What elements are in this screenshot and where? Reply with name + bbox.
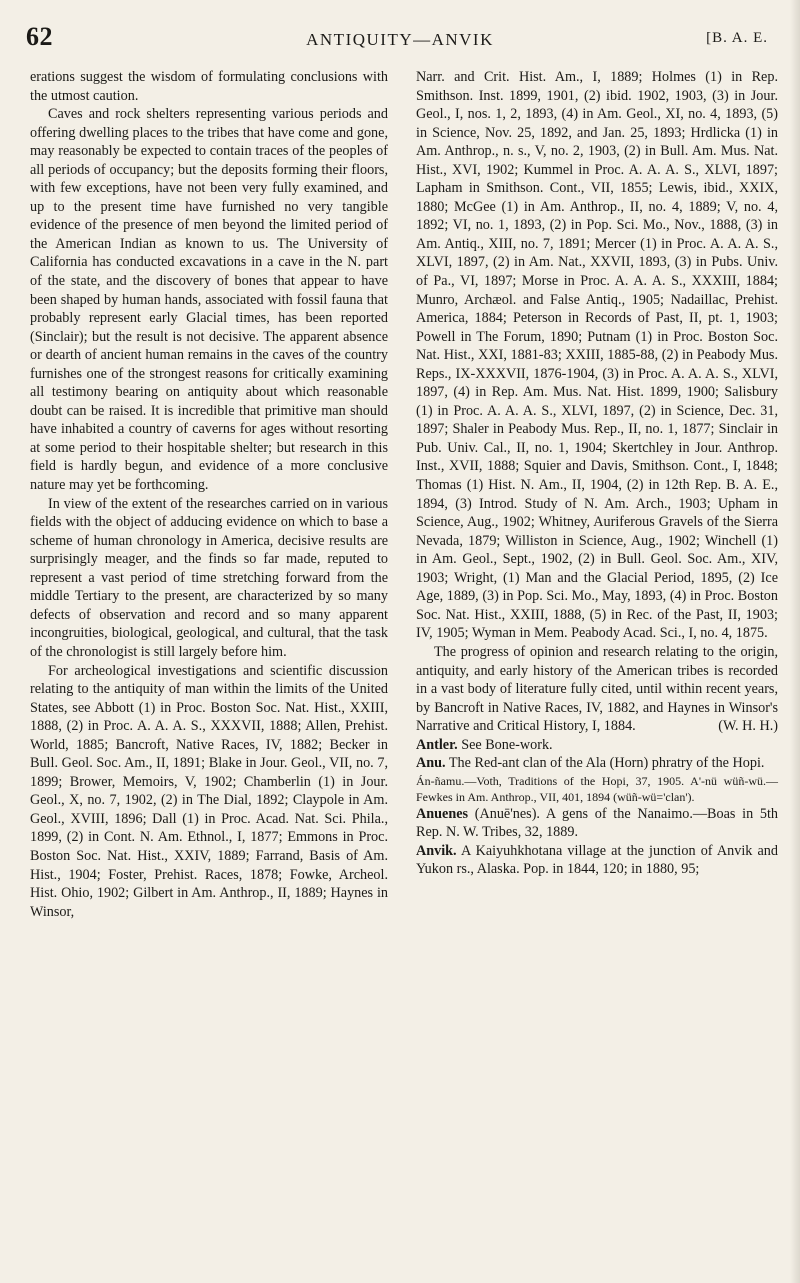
page-edge-shadow (790, 0, 800, 1283)
right-paragraph-bibliography: Narr. and Crit. Hist. Am., I, 1889; Holmes (1) in Rep. Smithson. Inst. 1899, 1901, (2) ibid. 1902, 1903, (3) in Jour. Geol., I, nos. 1, 2, 1893, (4) in Am. Geol., XI, no. 4, 1893, (5) in Science, Nov. 25, 1892, and Jan. 25, 1893; Hrdlicka (1) in Am. Anthrop., n. s., V, no. 2, 1903, (2) in Bull. Am. Mus. Nat. Hist., XVI, 1902; Kummel in Proc. A. A. A. S., XLVI, 1897; Lapham in Smithson. Cont., VII, 1855; Lewis, ibid., XXIX, 1880; McGee (1) in Am. Anthrop., II, no. 4, 1889; V, no. 4, 1892; VI, no. 1, 1893, (2) in Pop. Sci. Mo., Nov., 1888, (3) in Am. Antiq., XIII, no. 7, 1891; Mercer (1) in Proc. A. A. A. S., XLVI, 1897, (2) in Am. Nat., XXVII, 1893, (3) in Pubs. Univ. of Pa., VI, 1897; Morse in Proc. A. A. A. S., XXXIII, 1884; Munro, Archæol. and False Antiq., 1905; Nadaillac, Prehist. America, 1884; Peterson in Records of Past, II, pt. 1, 1903; Powell in The Forum, 1890; Putnam (1) in Proc. Boston Soc. Nat. Hist., XXI, 1881-83; XXIII, 1885-88, (2) in Peabody Mus. Reps., IX-XXXVII, 1876-1904, (3) in Proc. A. A. A. S., XLVI, 1897, (4) in Rep. Am. Mus. Nat. Hist. 1899, 1900; Salisbury (1) in Proc. A. A. A. S., XLVI, 1897, (2) in Science, Dec. 31, 1897; Shaler in Peabody Mus. Rep., II, no. 1, 1877; Sinclair in Pub. Univ. Cal., II, no. 1, 1904; Skertchley in Jour. Anthrop. Inst., XVII, 1888; Squier and Davis, Smithson. Cont., I, 1848; Thomas (1) Hist. N. Am., II, 1904, (2) in 12th Rep. B. A. E., 1894, (3) Introd. Study of N. Am. Arch., 1903; Upham in Science, Aug., 1902; Whitney, Auriferous Gravels of the Sierra Nevada, 1879; Williston in Science, Aug., 1902; Winchell (1) in Am. Geol., Sept., 1902, (2) in Bull. Geol. Soc. Am., XIV, 1903; Wright, (1) Man and the Glacial Period, 1895, (2) Ice Age, 1889, (3) in Pop. Sci. Mo., May, 1893, (4) in Proc. Boston Soc. Nat. Hist., XXIII, 1888, (5) in Rec. of the Past, II, 1903; IV, 1905; Wyman in Mem. Peabody Acad. Sci., I, no. 4, 1875. (416, 69, 778, 642)
entry-anu-synonymy: Án-ñamu.—Voth, Traditions of the Hopi, 37, 1905. A'-nü wüñ-wü.—Fewkes in Am. Anthrop., VII, 401, 1894 (wüñ-wü='clan'). (416, 773, 778, 804)
entry-antler-text: See Bone-work. (461, 736, 553, 753)
entry-anu (416, 754, 778, 773)
entry-anvik (416, 842, 778, 879)
headword-antler: Antler. (416, 736, 458, 753)
entry-antler (416, 736, 778, 755)
right-column (416, 68, 778, 879)
entry-anuenes (416, 805, 778, 842)
section-code: [B. A. E. (706, 30, 768, 46)
entry-anvik-text: A Kaiyuhkhotana village at the junction of Anvik and Yukon rs., Alaska. Pop. in 1844, 120; in 1880, 95; (416, 842, 778, 878)
page-number: 62 (26, 22, 53, 51)
author-signature: (W. H. H.) (718, 718, 778, 735)
page-header (18, 16, 782, 56)
headword-anvik: Anvik. (416, 842, 457, 859)
progress-text: The progress of opinion and research relating to the origin, antiquity, and early history of the American tribes is recorded in a vast body of literature fully cited, until within recent years, by Bancroft in Native Races, IV, 1882, and Haynes in Winsor's Narrative and Critical History, I, 1884. (416, 643, 778, 735)
left-paragraph-1: erations suggest the wisdom of formulating conclusions with the utmost caution. (30, 69, 388, 104)
entry-anu-text: The Red-ant clan of the Ala (Horn) phratry of the Hopi. (448, 755, 765, 772)
left-column (30, 68, 388, 921)
left-paragraph-caves: Caves and rock shelters representing various periods and offering dwelling places to the tribes that have come and gone, may reasonably be expected to contain traces of the peoples of all periods of occupancy; but the deposits forming their floors, with few exceptions, have not been very fully examined, and up to the present time have furnished no very tangible evidence of the presence of men beyond the limited period of the American Indian as known to us. The University of California has conducted excavations in a cave in the N. part of the state, and the discovery of bones that appear to have been shaped by human hands, associated with fossil fauna that probably represent early Glacial times, has been reported (Sinclair); but the result is not decisive. The apparent absence or dearth of ancient human remains in the caves of the country furnishes one of the strongest reasons for critically examining all testimony bearing on antiquity about which reasonable doubt can be raised. It is incredible that primitive man should have inhabited a country of caverns for ages without resorting at some period to their hospitable shelter; but research in this field is hardly begun, and evidence of a more conclusive nature may yet be forthcoming. (30, 106, 388, 494)
left-paragraph-researches: In view of the extent of the researches carried on in various fields with the object of adducing evidence on which to base a scheme of human chronology in America, decisive results are surprisingly meager, and the finds so far made, reputed to represent a vast period of time stretching forward from the middle Tertiary to the present, are characterized by so many defects of observation and record and so many apparent incongruities, biological, geological, and cultural, that the task of the chronologist is still largely before him. (30, 495, 388, 660)
headword-anuenes: Anuenes (416, 805, 469, 822)
headword-anu: Anu. (416, 755, 446, 772)
left-paragraph-bibliography: For archeological investigations and scientific discussion relating to the antiquity of man within the limits of the United States, see Abbott (1) in Proc. Boston Soc. Nat. Hist., XXIII, 1888, (2) in Proc. A. A. A. S., XXXVII, 1888; Allen, Prehist. World, 1885; Bancroft, Native Races, IV, 1882; Becker in Bull. Geol. Soc. Am., II, 1891; Blake in Jour. Geol., VII, no. 7, 1899; Brower, Memoirs, V, 1902; Chamberlin (1) in Jour. Geol., X, no. 7, 1902, (2) in The Dial, 1892; Claypole in Am. Geol., XVIII, 1896; Dall (1) in Proc. Acad. Nat. Sci. Phila., 1899, (2) in Cont. N. Am. Ethnol., I, 1877; Emmons in Proc. Boston Soc. Nat. Hist., XXIV, 1889; Farrand, Basis of Am. Hist., 1904; Foster, Prehist. Races, 1878; Fowke, Archeol. Hist. Ohio, 1902; Gilbert in Am. Anthrop., II, 1889; Haynes in Winsor, (30, 662, 388, 920)
right-paragraph-progress (416, 643, 778, 736)
running-title: ANTIQUITY—ANVIK (306, 30, 494, 49)
entry-anuenes-text: (Anuē'nes). A gens of the Nanaimo.—Boas in 5th Rep. N. W. Tribes, 32, 1889. (416, 805, 779, 841)
